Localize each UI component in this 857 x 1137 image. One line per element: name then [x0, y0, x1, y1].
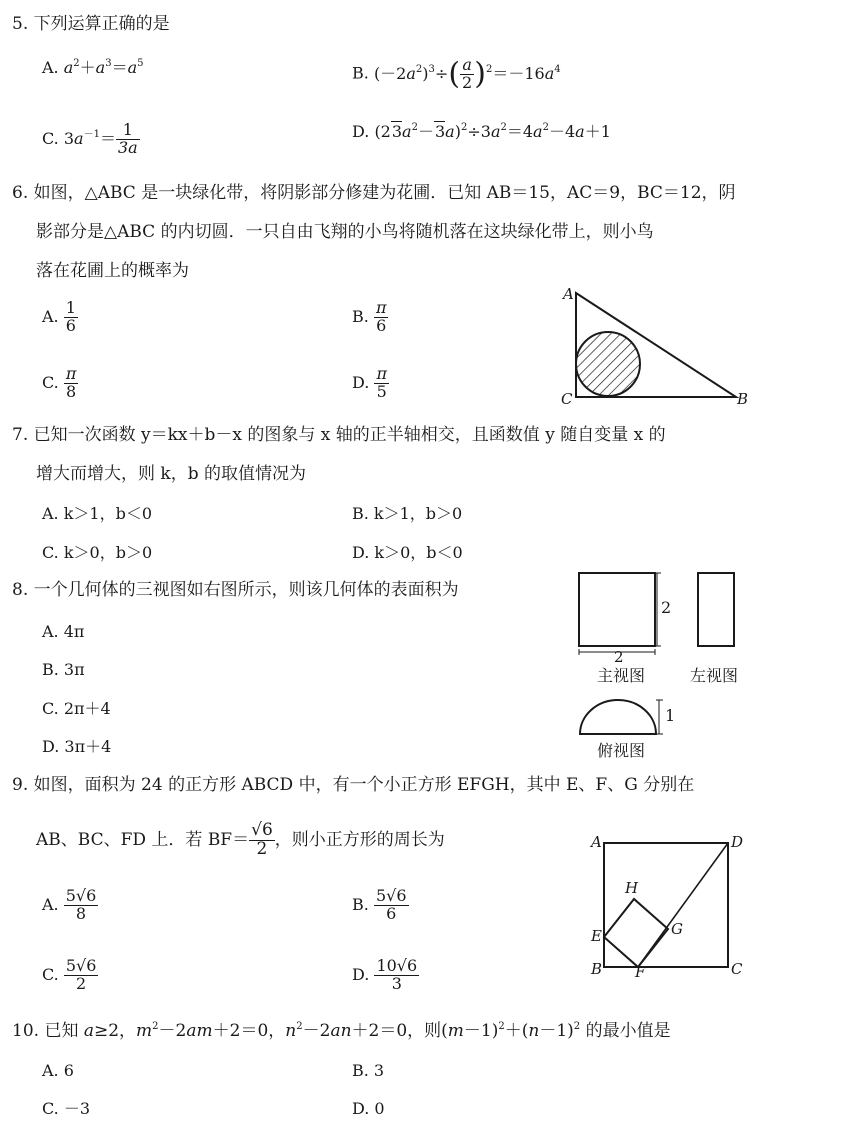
q8-top-height-label: 1: [665, 706, 676, 725]
q8-option-c: C. 2π＋4: [42, 699, 111, 718]
q9-label-f: F: [635, 963, 646, 981]
q8-option-d: D. 3π＋4: [42, 737, 112, 756]
q9-line-2: AB、BC、FD 上．若 BF＝ $\frac{√6}{2}$ ，则小正方形的周长为: [36, 820, 445, 859]
q7-option-b: B. k＞1，b＞0: [352, 504, 463, 523]
q9-option-c: C. $\frac{5√6}{2}$: [42, 956, 97, 993]
q8-front-caption: 主视图: [597, 666, 646, 685]
q8-front-view: [579, 573, 655, 646]
q6-label-b: B: [737, 390, 749, 408]
q6-label-a: A: [563, 285, 574, 303]
q9-label-e: E: [591, 927, 602, 945]
q6-triangle-figure: [560, 285, 760, 410]
q9-label-b: B: [591, 960, 603, 978]
q6-line-1: 6. 如图，△ABC 是一块绿化带，将阴影部分修建为花圃．已知 AB＝15，AC＝9，BC＝12，阴: [12, 183, 736, 203]
q9-label-a: A: [591, 833, 602, 851]
q6-option-c: C. $\frac{\pi}{8}$: [42, 364, 77, 401]
q10-option-b: B. 3: [352, 1061, 385, 1080]
q8-left-view: [698, 573, 734, 646]
q6-option-a: A. $\frac{1}{6}$: [42, 298, 76, 335]
q8-top-view: [580, 700, 656, 734]
q9-option-d: D. $\frac{10√6}{3}$: [352, 956, 418, 993]
q6-option-b: B. $\frac{\pi}{6}$: [352, 298, 387, 335]
q5-option-b: B. $(-2a^2)^3\div$( $\frac{a}{2}$ )$^2=-16a^4$: [352, 54, 561, 92]
q8-top-caption: 俯视图: [597, 741, 646, 760]
q8-option-a: A. 4π: [42, 622, 85, 641]
q6-label-c: C: [561, 390, 573, 408]
q9-square-abcd: [604, 843, 728, 967]
q8-left-caption: 左视图: [690, 666, 739, 685]
q10-option-a: A. 6: [42, 1061, 74, 1080]
q9-line-1: 9. 如图，面积为 24 的正方形 ABCD 中，有一个小正方形 EFGH，其中 E、F、G 分别在: [12, 775, 695, 795]
q8-stem: 8. 一个几何体的三视图如右图所示，则该几何体的表面积为: [12, 580, 459, 600]
q9-square-efgh: [604, 899, 668, 967]
q10-option-c: C. －3: [42, 1099, 91, 1118]
q9-label-h: H: [625, 879, 639, 897]
q9-square-figure: [590, 835, 750, 980]
q9-label-g: G: [671, 920, 683, 938]
q7-option-a: A. k＞1，b＜0: [42, 504, 153, 523]
q8-option-b: B. 3π: [42, 660, 85, 679]
q5-option-a-expr: $a^2+a^3=a^5$: [63, 58, 144, 77]
q8-height-label: 2: [661, 598, 672, 617]
q7-option-c: C. k＞0，b＞0: [42, 543, 153, 562]
q6-line-3: 落在花圃上的概率为: [36, 261, 189, 281]
q7-line-2: 增大而增大，则 k，b 的取值情况为: [36, 464, 306, 484]
q9-option-b: B. $\frac{5√6}{6}$: [352, 886, 407, 923]
q5-stem: 5. 下列运算正确的是: [12, 14, 170, 34]
q9-option-a: A. $\frac{5√6}{8}$: [42, 886, 97, 923]
q10-stem: 10. 已知 a≥2，$m^2-2am+2=0$，$n^2-2an+2=0$，则$(m-1)^2+(n-1)^2$ 的最小值是: [12, 1021, 671, 1041]
q6-line-2: 影部分是△ABC 的内切圆．一只自由飞翔的小鸟将随机落在这块绿化带上，则小鸟: [36, 222, 654, 242]
q7-line-1: 7. 已知一次函数 y＝kx＋b－x 的图象与 x 轴的正半轴相交，且函数值 y 随自变量 x 的: [12, 425, 666, 445]
q5-option-d: D. $(23a^2-3a)^2\div 3a^2=4a^2-4a+1$: [352, 122, 611, 141]
q7-option-d: D. k＞0，b＜0: [352, 543, 463, 562]
q9-label-c: C: [731, 960, 743, 978]
q6-option-d: D. $\frac{\pi}{5}$: [352, 364, 387, 401]
q5-option-c: C. $3a^{-1}=$ $\frac{1}{3a}$: [42, 120, 138, 157]
q6-incircle: [576, 332, 640, 396]
q10-option-d: D. 0: [352, 1099, 385, 1118]
q5-option-a: A. $a^2+a^3=a^5$: [42, 58, 144, 77]
q8-width-label: 2: [614, 648, 624, 666]
q9-label-d: D: [731, 833, 744, 851]
